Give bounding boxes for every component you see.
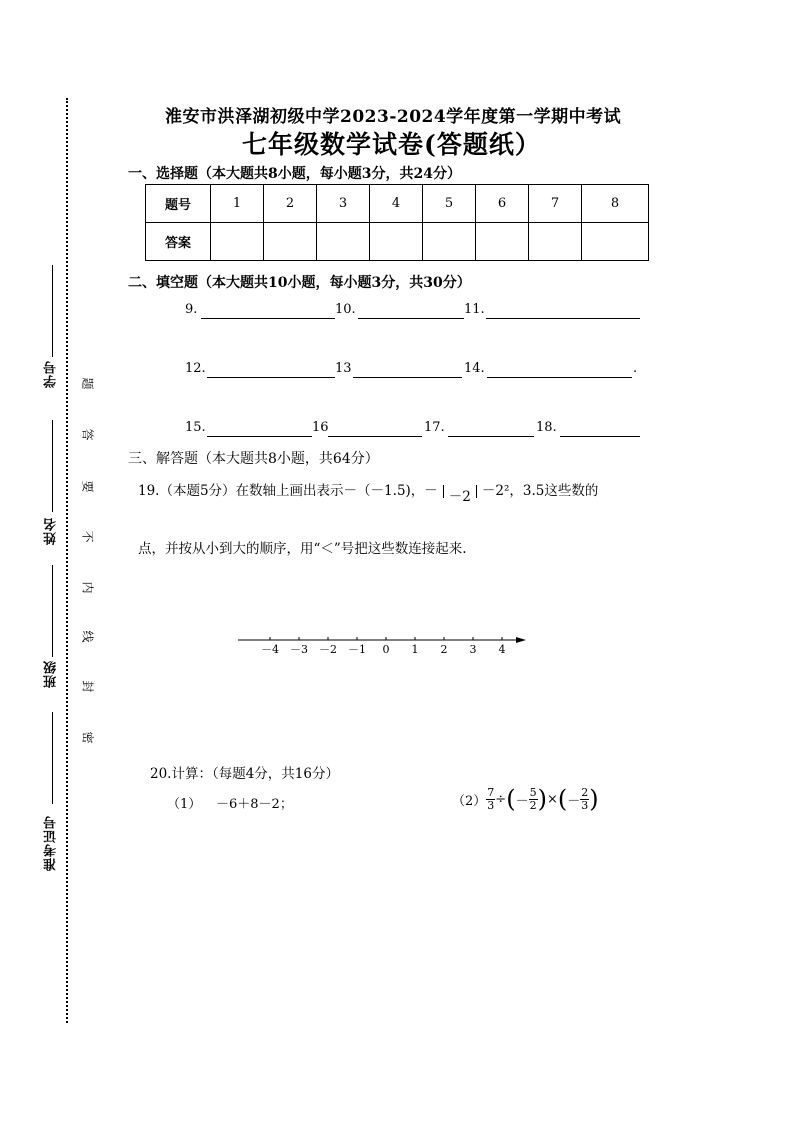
q19-text-end: －2²，3.5这些数的 xyxy=(481,483,599,499)
blank-13[interactable] xyxy=(353,377,462,378)
blank-label-17: 17. xyxy=(424,420,445,435)
question-number-cell: 7 xyxy=(529,185,582,223)
blank-label-15: 15. xyxy=(185,420,206,435)
minus-sign: － xyxy=(515,793,529,809)
answer-cell[interactable] xyxy=(211,223,264,261)
blank-18[interactable] xyxy=(560,436,640,437)
table-row xyxy=(146,223,649,261)
q20-1-expression: －6＋8－2； xyxy=(216,797,293,812)
school-exam-title: 淮安市洪泽湖初级中学2023-2024学年度第一学期中考试 xyxy=(165,107,622,127)
question-number-cell: 8 xyxy=(582,185,649,223)
answer-cell[interactable] xyxy=(476,223,529,261)
section1-title: 一、选择题（本大题共8小题，每小题3分，共24分） xyxy=(128,166,461,182)
blank-9[interactable] xyxy=(201,318,335,319)
exam-id-label: 准考证号 xyxy=(44,815,59,871)
paper-title: 七年级数学试卷(答题纸） xyxy=(242,130,541,159)
q19-absolute-value: －2 xyxy=(443,485,477,498)
class-line xyxy=(52,565,53,657)
fraction xyxy=(580,787,589,812)
question-number-cell: 6 xyxy=(476,185,529,223)
seal-char: 要 xyxy=(80,480,95,493)
seal-char: 密 xyxy=(80,731,95,744)
blank-15[interactable] xyxy=(207,436,312,437)
fraction xyxy=(486,787,495,812)
section2-title: 二、填空题（本大题共10小题，每小题3分，共30分） xyxy=(128,275,471,291)
blank-label-14: 14. xyxy=(464,361,485,376)
blank-11[interactable] xyxy=(486,318,640,319)
blank-label-9: 9. xyxy=(185,302,198,317)
answer-cell[interactable] xyxy=(370,223,423,261)
number-line-arrow xyxy=(516,637,526,643)
seal-char: 线 xyxy=(80,630,95,643)
fraction-denominator: 3 xyxy=(487,798,495,812)
number-line-tick-label: 0 xyxy=(382,643,390,656)
blank-16[interactable] xyxy=(328,436,422,437)
fraction-denominator: 3 xyxy=(581,798,589,812)
blank-label-11: 11. xyxy=(464,302,485,317)
fraction-numerator: 5 xyxy=(529,785,537,799)
student-id-label: 学号 xyxy=(44,360,59,388)
number-line-tick-label: －1 xyxy=(348,643,366,656)
seal-char: 不 xyxy=(80,530,95,543)
multiply-sign: × xyxy=(546,791,558,807)
question-number-cell: 2 xyxy=(264,185,317,223)
blank-10[interactable] xyxy=(358,318,464,319)
fraction-numerator: 2 xyxy=(581,785,589,799)
q20-2-label: （2） xyxy=(452,793,487,809)
section3-title: 三、解答题（本大题共8小题，共64分） xyxy=(128,451,379,467)
seal-char: 答 xyxy=(80,428,95,441)
number-line[interactable] xyxy=(236,632,528,656)
q19-text-line1 xyxy=(138,479,599,505)
blank-label-18: 18. xyxy=(536,420,557,435)
seal-char: 内 xyxy=(80,581,95,594)
answer-cell[interactable] xyxy=(264,223,317,261)
blank-17[interactable] xyxy=(448,436,534,437)
table-header-cell: 答案 xyxy=(146,223,211,261)
seal-char: 题 xyxy=(80,377,95,390)
fraction-numerator: 7 xyxy=(487,785,495,799)
right-paren: ) xyxy=(537,785,547,813)
answer-cell[interactable] xyxy=(423,223,476,261)
q20-title: 20.计算：（每题4分，共16分） xyxy=(150,766,339,782)
answer-cell[interactable] xyxy=(317,223,370,261)
right-paren: ) xyxy=(589,785,599,813)
left-paren: ( xyxy=(557,785,568,813)
fraction xyxy=(529,787,538,812)
divide-sign: ÷ xyxy=(495,791,507,807)
number-line-tick-label: －4 xyxy=(261,643,279,656)
number-line-tick-label: 1 xyxy=(411,643,419,656)
seal-char: 封 xyxy=(80,680,95,693)
table-row xyxy=(146,185,649,223)
class-label: 班级 xyxy=(44,660,59,688)
question-number-cell: 1 xyxy=(211,185,264,223)
blank-label-12: 12. xyxy=(185,361,206,376)
number-line-tick-label: 2 xyxy=(440,643,448,656)
fraction-denominator: 2 xyxy=(529,798,537,812)
answer-cell[interactable] xyxy=(529,223,582,261)
answer-table xyxy=(145,184,649,261)
number-line-tick-label: 4 xyxy=(498,643,506,656)
q19-text-line2: 点，并按从小到大的顺序，用“＜”号把这些数连接起来. xyxy=(138,541,467,557)
question-number-cell: 5 xyxy=(423,185,476,223)
answer-cell[interactable] xyxy=(582,223,649,261)
student-id-line xyxy=(52,265,53,357)
minus-sign: － xyxy=(567,793,581,809)
left-paren: ( xyxy=(506,785,516,813)
number-line-tick-label: 3 xyxy=(469,643,477,656)
binding-dotted-line xyxy=(66,98,68,1023)
name-label: 姓名 xyxy=(44,517,59,545)
name-line xyxy=(52,420,53,512)
question-number-cell: 3 xyxy=(317,185,370,223)
blank-label-16: 16 xyxy=(312,420,329,435)
question-number-cell: 4 xyxy=(370,185,423,223)
blank-label-10: 10. xyxy=(335,302,356,317)
blank-12[interactable] xyxy=(207,377,335,378)
q20-1-label: （1） xyxy=(167,797,202,812)
exam-id-line xyxy=(52,712,53,804)
blank-end-period: . xyxy=(633,361,638,376)
q19-text-start: 19.（本题5分）在数轴上画出表示－（－1.5)，－ xyxy=(138,483,438,499)
table-header-cell: 题号 xyxy=(146,185,211,223)
number-line-tick-label: －2 xyxy=(319,643,337,656)
number-line-tick-label: －3 xyxy=(290,643,308,656)
blank-label-13: 13 xyxy=(335,361,352,376)
q20-2-expression xyxy=(452,785,599,813)
blank-14[interactable] xyxy=(487,377,632,378)
